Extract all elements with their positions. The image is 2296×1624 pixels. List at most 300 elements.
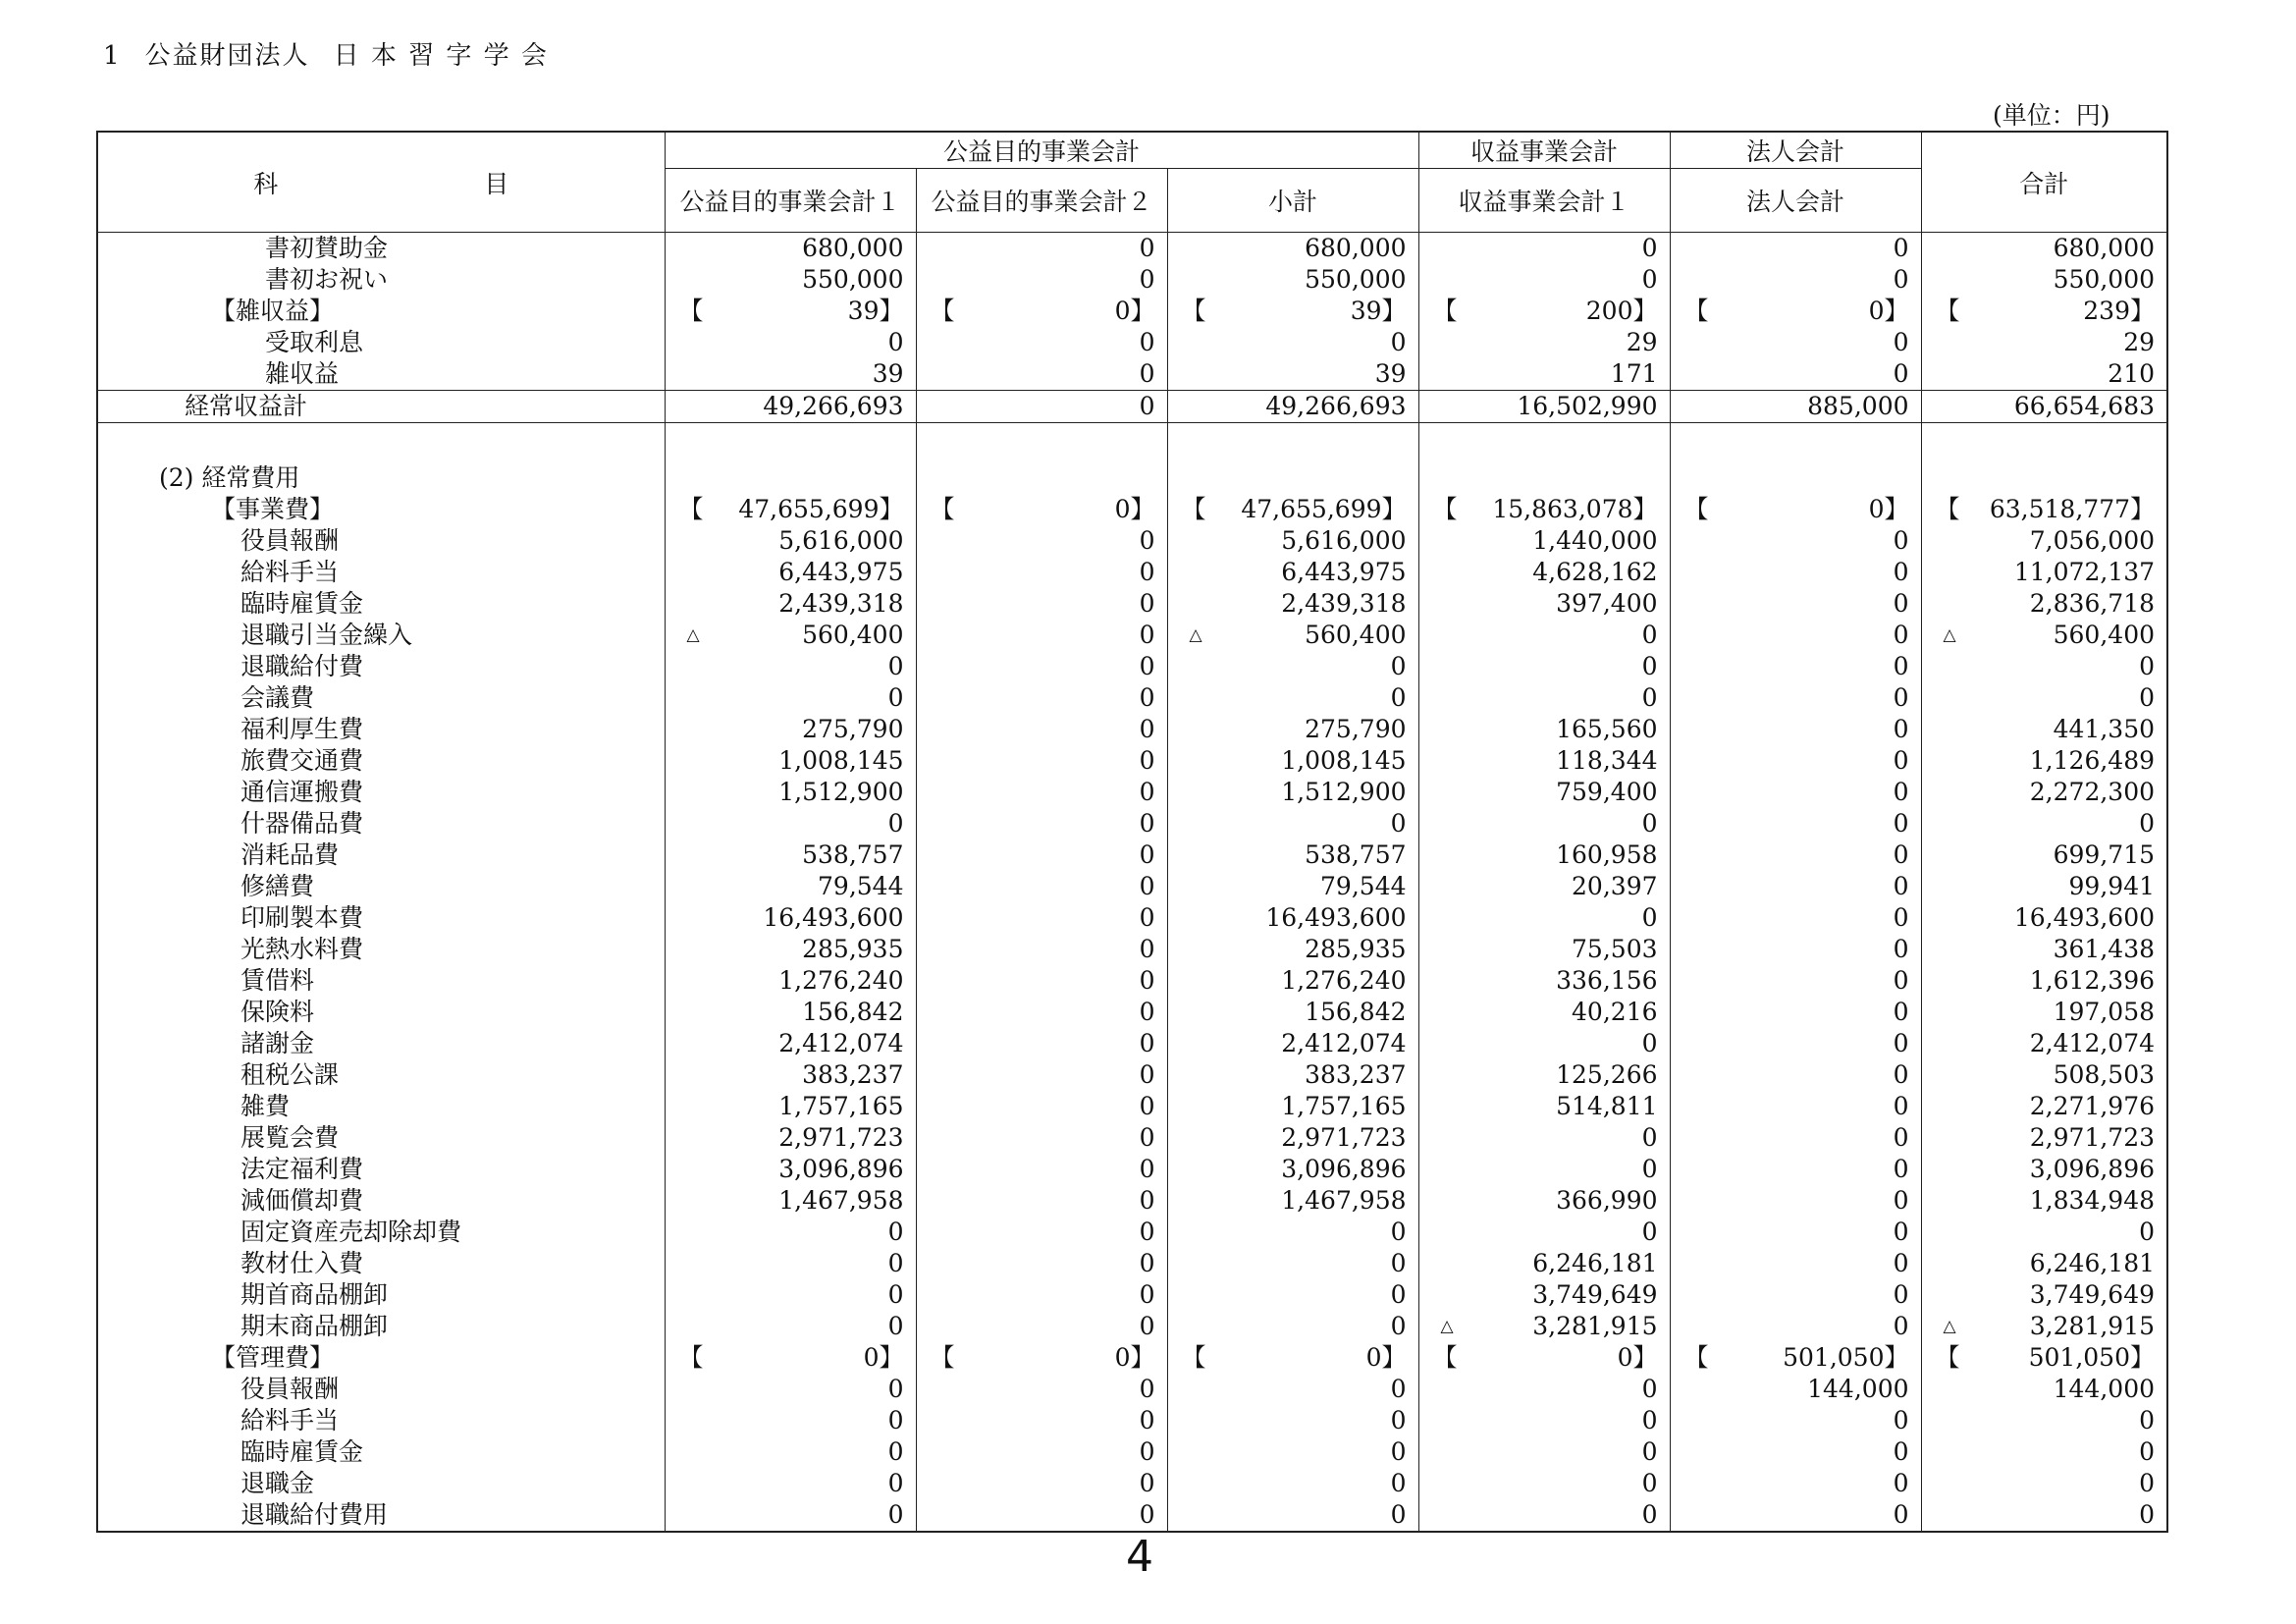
row-label: 【管理費】 [97, 1342, 665, 1374]
cell-number: 0 [1893, 683, 1909, 712]
cell-value [1921, 327, 2167, 358]
cell-value [916, 965, 1167, 997]
cell-number: 0 [1139, 359, 1155, 388]
cell-number: 16,493,600 [763, 903, 904, 932]
cell-value [1921, 714, 2167, 745]
cell-value [1921, 525, 2167, 557]
group-header-public: 公益目的事業会計 [665, 132, 1418, 169]
table-row [97, 902, 2167, 934]
row-label: 給料手当 [97, 1405, 665, 1436]
cell-value [665, 1091, 916, 1122]
cell-value [916, 233, 1167, 265]
cell-number: 0 [887, 1218, 904, 1246]
cell-number: 397,400 [1556, 589, 1658, 618]
cell-number: 0 [1893, 1186, 1909, 1215]
cell-value [1418, 1091, 1670, 1122]
open-bracket: 【 [1683, 495, 1709, 523]
close-bracket: 】 [1884, 297, 1909, 325]
cell-number: 197,058 [2053, 998, 2156, 1026]
cell-value [1670, 1091, 1921, 1122]
cell-number: 1,008,145 [1281, 746, 1407, 775]
cell-value [1167, 296, 1418, 327]
cell-value [916, 1436, 1167, 1468]
cell-value [1921, 264, 2167, 296]
cell-value [1418, 1217, 1670, 1248]
cell-value [1670, 525, 1921, 557]
cell-value [1921, 588, 2167, 620]
cell-number: 20,397 [1572, 872, 1658, 900]
table-row [97, 557, 2167, 588]
cell-value [1167, 1311, 1418, 1342]
document-header [103, 35, 549, 72]
cell-value [665, 494, 916, 525]
cell-number: 560,400 [2053, 621, 2156, 649]
cell-value [1921, 1122, 2167, 1154]
cell-value [665, 1499, 916, 1532]
cell-number: 39 [872, 359, 904, 388]
cell-value [665, 839, 916, 871]
cell-number: 239 [2083, 297, 2130, 325]
cell-value [1670, 557, 1921, 588]
cell-number: 0 [1139, 903, 1155, 932]
cell-number: 156,842 [802, 998, 904, 1026]
open-bracket: 【 [1683, 297, 1709, 325]
row-label: 租税公課 [97, 1059, 665, 1091]
row-label: 給料手当 [97, 557, 665, 588]
cell-number: 0 [1893, 1437, 1909, 1466]
cell-value [665, 588, 916, 620]
income-statement-table [96, 131, 2168, 1533]
cell-number: 0 [1139, 1249, 1155, 1277]
cell-value [1670, 997, 1921, 1028]
table-row [97, 1342, 2167, 1374]
cell-value [1167, 839, 1418, 871]
cell-value [1418, 557, 1670, 588]
cell-value [1670, 494, 1921, 525]
cell-value [1167, 1499, 1418, 1532]
column-header-corporate: 法人会計 [1670, 169, 1921, 233]
open-bracket: 【 [1181, 297, 1206, 325]
cell-value [916, 391, 1167, 423]
cell-value [1670, 1154, 1921, 1185]
cell-value [1670, 902, 1921, 934]
cell-number: 0 [1893, 840, 1909, 869]
cell-value [1167, 1436, 1418, 1468]
cell-value [916, 1091, 1167, 1122]
cell-value [1921, 777, 2167, 808]
cell-value [1167, 525, 1418, 557]
cell-value [1418, 682, 1670, 714]
cell-number: 0 [1893, 1060, 1909, 1089]
open-bracket: 【 [1432, 1343, 1458, 1372]
table-header [97, 132, 2167, 233]
cell-number: 501,050 [1783, 1343, 1885, 1372]
cell-value [1670, 1374, 1921, 1405]
cell-number: 0 [1893, 966, 1909, 995]
cell-value [1670, 620, 1921, 651]
cell-number: 160,958 [1556, 840, 1658, 869]
header-number: 1 [103, 41, 122, 71]
cell-number: 0 [1139, 558, 1155, 586]
cell-number: 680,000 [1305, 234, 1407, 262]
cell-value [665, 1028, 916, 1059]
cell-value [1418, 1342, 1670, 1374]
cell-number: 550,000 [802, 265, 904, 294]
table-row [97, 934, 2167, 965]
cell-number: 6,443,975 [778, 558, 904, 586]
cell-value [665, 965, 916, 997]
cell-number: 0 [1139, 1218, 1155, 1246]
cell-number: 441,350 [2053, 715, 2156, 743]
cell-value [1670, 682, 1921, 714]
cell-number: 2,971,723 [1281, 1123, 1407, 1152]
cell-value [1418, 423, 1670, 463]
open-bracket: 【 [1683, 1343, 1709, 1372]
table-row [97, 1436, 2167, 1468]
row-label: 経常収益計 [97, 391, 665, 423]
cell-value [1921, 1374, 2167, 1405]
cell-value [665, 1248, 916, 1279]
cell-number: 1,757,165 [1281, 1092, 1407, 1120]
subject-header-char-2: 目 [484, 169, 509, 198]
cell-number: 15,863,078 [1492, 495, 1633, 523]
open-bracket: 【 [1935, 297, 1960, 325]
cell-number: 0 [1893, 1312, 1909, 1340]
cell-value [916, 651, 1167, 682]
table-row [97, 588, 2167, 620]
cell-number: 125,266 [1556, 1060, 1658, 1089]
header-org-type: 公益財団法人 [144, 41, 310, 71]
cell-value [665, 714, 916, 745]
cell-number: 6,246,181 [2029, 1249, 2156, 1277]
cell-number: 0 [1641, 621, 1658, 649]
cell-value [1670, 651, 1921, 682]
cell-value [1921, 1059, 2167, 1091]
table-row [97, 296, 2167, 327]
cell-number: 508,503 [2053, 1060, 2156, 1089]
cell-number: 0 [1390, 1218, 1407, 1246]
cell-value [916, 1279, 1167, 1311]
cell-value [1418, 1154, 1670, 1185]
open-bracket: 【 [1181, 1343, 1206, 1372]
cell-value [1167, 264, 1418, 296]
cell-value [916, 997, 1167, 1028]
cell-value [1167, 423, 1418, 463]
cell-value [1418, 1185, 1670, 1217]
cell-value [1921, 1028, 2167, 1059]
cell-value [1418, 839, 1670, 871]
cell-number: 3,749,649 [1532, 1280, 1658, 1309]
cell-value [916, 745, 1167, 777]
cell-value [1670, 1311, 1921, 1342]
cell-value [1921, 620, 2167, 651]
cell-value [1670, 327, 1921, 358]
close-bracket: 】 [1130, 495, 1155, 523]
cell-number: 0 [1641, 809, 1658, 838]
cell-value [1921, 808, 2167, 839]
row-label: 什器備品費 [97, 808, 665, 839]
cell-value [916, 1374, 1167, 1405]
table-row [97, 1217, 2167, 1248]
cell-number: 0 [887, 1375, 904, 1403]
table-row [97, 1185, 2167, 1217]
cell-number: 336,156 [1556, 966, 1658, 995]
cell-value [665, 871, 916, 902]
row-label: 消耗品費 [97, 839, 665, 871]
cell-number: 0 [887, 1469, 904, 1497]
cell-value [1670, 1468, 1921, 1499]
cell-value [916, 588, 1167, 620]
cell-number: 0 [1139, 1437, 1155, 1466]
cell-value [665, 1342, 916, 1374]
cell-value [1418, 871, 1670, 902]
cell-number: 0 [1390, 809, 1407, 838]
cell-number: 0 [1139, 715, 1155, 743]
cell-number: 118,344 [1556, 746, 1658, 775]
cell-value [1921, 391, 2167, 423]
cell-value [916, 682, 1167, 714]
cell-number: 0 [1893, 526, 1909, 555]
cell-value [665, 557, 916, 588]
table-row [97, 494, 2167, 525]
row-label: 減価償却費 [97, 1185, 665, 1217]
table-row [97, 808, 2167, 839]
table-row [97, 1279, 2167, 1311]
cell-value [1670, 777, 1921, 808]
cell-value [1418, 1122, 1670, 1154]
cell-number: 29 [1626, 328, 1658, 356]
cell-value [1167, 1028, 1418, 1059]
cell-number: 0 [1868, 297, 1885, 325]
cell-value [1418, 997, 1670, 1028]
cell-value [1167, 871, 1418, 902]
cell-value [1418, 777, 1670, 808]
cell-value [916, 264, 1167, 296]
row-label: 会議費 [97, 682, 665, 714]
cell-value [665, 1059, 916, 1091]
cell-number: 0 [1893, 234, 1909, 262]
cell-number: 0 [1617, 1343, 1633, 1372]
cell-number: 1,512,900 [1281, 778, 1407, 806]
cell-number: 0 [1893, 998, 1909, 1026]
table-row [97, 1122, 2167, 1154]
cell-number: 1,276,240 [778, 966, 904, 995]
table-row [97, 462, 2167, 494]
cell-value [1167, 620, 1418, 651]
row-label: 賃借料 [97, 965, 665, 997]
row-label: 固定資産売却除却費 [97, 1217, 665, 1248]
cell-number: 0 [1139, 746, 1155, 775]
cell-number: 0 [887, 1249, 904, 1277]
cell-value [1418, 808, 1670, 839]
close-bracket: 】 [879, 297, 904, 325]
cell-value [1418, 745, 1670, 777]
subject-header [97, 132, 665, 233]
cell-number: 0 [887, 809, 904, 838]
table-row [97, 1405, 2167, 1436]
cell-number: 7,056,000 [2029, 526, 2156, 555]
cell-number: 0 [1139, 1280, 1155, 1309]
cell-number: 0 [1893, 715, 1909, 743]
close-bracket: 】 [1130, 1343, 1155, 1372]
cell-value [665, 902, 916, 934]
cell-value [1670, 839, 1921, 871]
cell-value [1670, 588, 1921, 620]
cell-value [1167, 777, 1418, 808]
cell-value [1167, 462, 1418, 494]
cell-number: 560,400 [1305, 621, 1407, 649]
row-label: 臨時雇賃金 [97, 1436, 665, 1468]
close-bracket: 】 [879, 495, 904, 523]
cell-number: 0 [1390, 1437, 1407, 1466]
cell-number: 1,467,958 [1281, 1186, 1407, 1215]
cell-number: 0 [1114, 495, 1131, 523]
cell-value [1670, 1279, 1921, 1311]
cell-number: 3,749,649 [2029, 1280, 2156, 1309]
row-label: 福利厚生費 [97, 714, 665, 745]
cell-number: 3,096,896 [2029, 1155, 2156, 1183]
cell-number: 0 [2139, 1500, 2156, 1529]
row-label: (2) 経常費用 [97, 462, 665, 494]
cell-number: 156,842 [1305, 998, 1407, 1026]
row-label: 退職引当金繰入 [97, 620, 665, 651]
cell-value [1418, 588, 1670, 620]
cell-value [1418, 1436, 1670, 1468]
cell-value [1670, 233, 1921, 265]
cell-value [665, 1405, 916, 1436]
open-bracket: 【 [678, 297, 704, 325]
group-header-revenue: 収益事業会計 [1418, 132, 1670, 169]
cell-number: 2,412,074 [778, 1029, 904, 1057]
cell-number: 0 [1139, 1155, 1155, 1183]
cell-number: 0 [1139, 966, 1155, 995]
cell-number: 0 [1893, 652, 1909, 680]
cell-number: 0 [887, 328, 904, 356]
cell-number: 0 [1139, 1375, 1155, 1403]
cell-value [1167, 1091, 1418, 1122]
cell-number: 16,493,600 [2013, 903, 2156, 932]
cell-value [1418, 1248, 1670, 1279]
open-bracket: 【 [1935, 495, 1960, 523]
cell-value [1418, 462, 1670, 494]
cell-number: 5,616,000 [1281, 526, 1407, 555]
table-row [97, 423, 2167, 463]
negative-marker: △ [1440, 1317, 1454, 1336]
close-bracket: 】 [1884, 495, 1909, 523]
cell-value [1418, 1028, 1670, 1059]
cell-value [665, 391, 916, 423]
cell-number: 2,272,300 [2029, 778, 2156, 806]
cell-number: 1,612,396 [2029, 966, 2156, 995]
cell-value [916, 1154, 1167, 1185]
cell-value [665, 1122, 916, 1154]
cell-number: 79,544 [818, 872, 904, 900]
cell-value [1670, 745, 1921, 777]
cell-number: 0 [1893, 872, 1909, 900]
cell-number: 144,000 [1807, 1375, 1909, 1403]
cell-number: 3,281,915 [1532, 1312, 1658, 1340]
cell-value [665, 745, 916, 777]
cell-number: 1,512,900 [778, 778, 904, 806]
cell-number: 0 [1139, 392, 1155, 420]
cell-value [916, 327, 1167, 358]
cell-number: 0 [887, 1437, 904, 1466]
cell-value [916, 557, 1167, 588]
cell-number: 3,096,896 [1281, 1155, 1407, 1183]
cell-number: 699,715 [2053, 840, 2156, 869]
cell-value [665, 327, 916, 358]
cell-number: 2,439,318 [778, 589, 904, 618]
cell-number: 0 [887, 1280, 904, 1309]
table-row [97, 1059, 2167, 1091]
cell-value [1167, 494, 1418, 525]
cell-number: 0 [1139, 652, 1155, 680]
cell-number: 47,655,699 [738, 495, 880, 523]
cell-number: 0 [1893, 589, 1909, 618]
cell-value [1670, 1405, 1921, 1436]
cell-value [1418, 1405, 1670, 1436]
open-bracket: 【 [1181, 495, 1206, 523]
cell-value [916, 808, 1167, 839]
cell-value [1921, 965, 2167, 997]
cell-value [1921, 233, 2167, 265]
cell-value [1418, 934, 1670, 965]
cell-number: 501,050 [2028, 1343, 2130, 1372]
cell-value [1921, 1248, 2167, 1279]
cell-number: 2,836,718 [2029, 589, 2156, 618]
cell-value [1921, 1436, 2167, 1468]
cell-value [1167, 1217, 1418, 1248]
cell-number: 550,000 [2053, 265, 2156, 294]
cell-value [665, 620, 916, 651]
cell-value [1921, 1217, 2167, 1248]
cell-number: 0 [1893, 1092, 1909, 1120]
cell-value [916, 1311, 1167, 1342]
cell-value [665, 1468, 916, 1499]
cell-number: 0 [1139, 840, 1155, 869]
cell-number: 0 [1641, 1123, 1658, 1152]
open-bracket: 【 [930, 297, 955, 325]
table-row [97, 1091, 2167, 1122]
cell-number: 0 [1641, 1218, 1658, 1246]
cell-value [1921, 1185, 2167, 1217]
cell-number: 538,757 [802, 840, 904, 869]
cell-number: 2,412,074 [1281, 1029, 1407, 1057]
cell-value [1921, 839, 2167, 871]
cell-value [1418, 965, 1670, 997]
cell-number: 47,655,699 [1241, 495, 1382, 523]
row-label: 書初お祝い [97, 264, 665, 296]
cell-value [1418, 525, 1670, 557]
cell-value [1418, 1374, 1670, 1405]
cell-value [1921, 997, 2167, 1028]
cell-number: 680,000 [802, 234, 904, 262]
cell-number: 11,072,137 [2013, 558, 2156, 586]
cell-number: 0 [1641, 1437, 1658, 1466]
cell-number: 759,400 [1556, 778, 1658, 806]
cell-number: 0 [1390, 1249, 1407, 1277]
cell-number: 39 [847, 297, 880, 325]
cell-value [1670, 965, 1921, 997]
cell-value [1418, 902, 1670, 934]
cell-value [1670, 462, 1921, 494]
cell-number: 1,757,165 [778, 1092, 904, 1120]
cell-number: 366,990 [1556, 1186, 1658, 1215]
cell-number: 0 [1390, 683, 1407, 712]
cell-number: 144,000 [2053, 1375, 2156, 1403]
cell-number: 1,467,958 [778, 1186, 904, 1215]
cell-value [916, 1028, 1167, 1059]
